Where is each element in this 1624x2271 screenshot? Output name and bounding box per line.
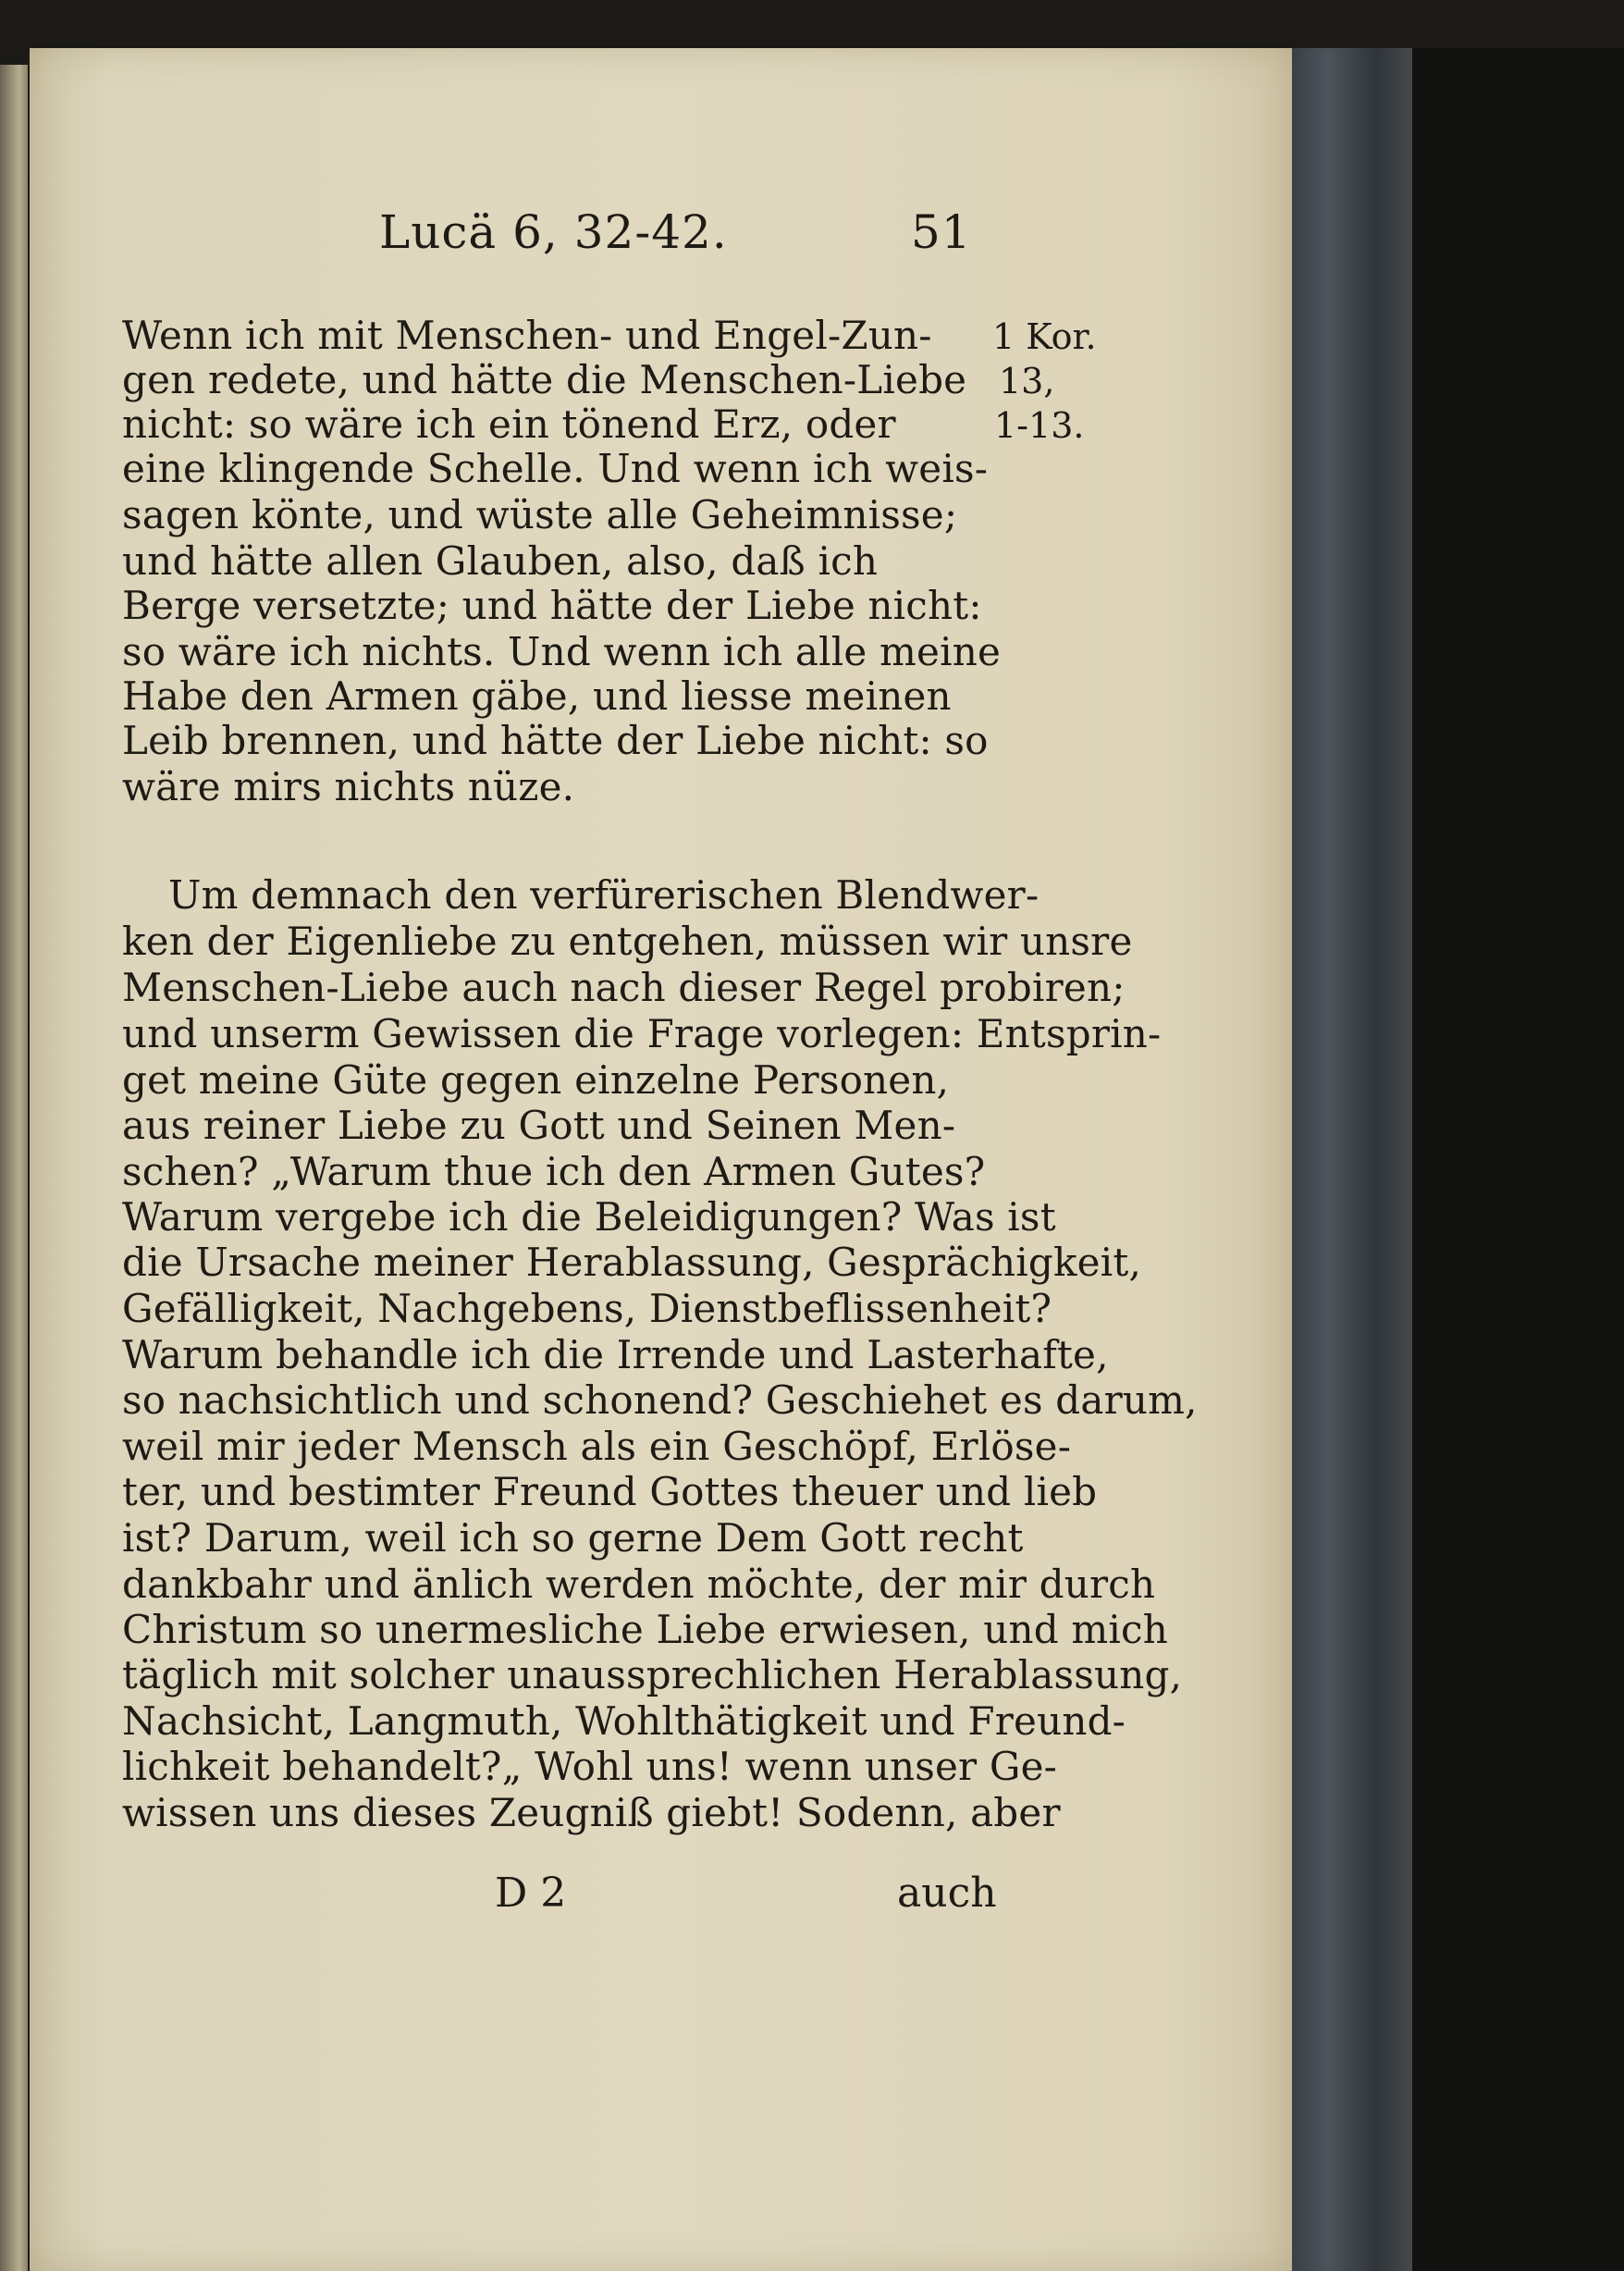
text-line: Habe den Armen gäbe, und liesse meinen — [122, 673, 952, 719]
text-line: Warum vergebe ich die Beleidigungen? Was ist — [122, 1194, 1056, 1240]
text-line: ter, und bestimter Freund Gottes theuer und lieb — [122, 1469, 1098, 1514]
text-line: nicht: so wäre ich ein tönend Erz, oder — [122, 401, 896, 447]
text-line: get meine Güte gegen einzelne Personen, — [122, 1057, 950, 1103]
text-line: aus reiner Liebe zu Gott und Seinen Men- — [122, 1103, 956, 1148]
text-line: wissen uns dieses Zeugniß giebt! Sodenn, aber — [122, 1790, 1061, 1835]
text-line: gen redete, und hätte die Menschen-Liebe — [122, 357, 967, 402]
facing-page-edge — [0, 65, 28, 2271]
text-line: und hätte allen Glauben, also, daß ich — [122, 538, 879, 584]
text-line: Warum behandle ich die Irrende und Lasterhafte, — [122, 1332, 1109, 1377]
text-line: Berge versetzte; und hätte der Liebe nicht: — [122, 583, 982, 628]
book-cover — [1292, 48, 1412, 2271]
catchword: auch — [897, 1870, 997, 1917]
text-line: dankbahr und änlich werden möchte, der mir durch — [122, 1561, 1156, 1607]
text-line: wäre mirs nichts nüze. — [122, 764, 575, 809]
text-line: ken der Eigenliebe zu entgehen, müssen wir unsre — [122, 919, 1133, 964]
text-line: ist? Darum, weil ich so gerne Dem Gott recht — [122, 1515, 1024, 1561]
text-line: täglich mit solcher unaussprechlichen Herablassung, — [122, 1652, 1183, 1697]
text-line: Um demnach den verfürerischen Blendwer- — [168, 872, 1040, 918]
text-line: und unserm Gewissen die Frage vorlegen: Entsprin- — [122, 1011, 1162, 1056]
background-edge — [1412, 48, 1624, 2271]
text-line: sagen könte, und wüste alle Geheimnisse; — [122, 492, 958, 537]
text-line: Nachsicht, Langmuth, Wohlthätigkeit und Freund- — [122, 1698, 1126, 1744]
text-line: Leib brennen, und hätte der Liebe nicht: so — [122, 718, 989, 763]
margin-note: 13, — [999, 361, 1055, 401]
text-line: eine klingende Schelle. Und wenn ich weis- — [122, 446, 989, 491]
signature-mark: D 2 — [495, 1870, 567, 1917]
text-line: so wäre ich nichts. Und wenn ich alle meine — [122, 629, 1002, 674]
margin-note: 1 Kor. — [992, 316, 1097, 357]
text-line: schen? „Warum thue ich den Armen Gutes? — [122, 1149, 986, 1194]
margin-note: 1-13. — [994, 405, 1085, 446]
page-number: 51 — [911, 205, 972, 259]
text-line: weil mir jeder Mensch als ein Geschöpf, Erlöse- — [122, 1424, 1072, 1469]
running-title: Lucä 6, 32-42. — [379, 205, 728, 259]
text-line: Christum so unermesliche Liebe erwiesen, und mich — [122, 1607, 1169, 1652]
text-line: so nachsichtlich und schonend? Geschiehet es darum, — [122, 1377, 1198, 1423]
text-line: lichkeit behandelt?„ Wohl uns! wenn unser Ge- — [122, 1744, 1058, 1789]
text-line: Gefälligkeit, Nachgebens, Dienstbeflissenheit? — [122, 1286, 1052, 1331]
text-line: Wenn ich mit Menschen- und Engel-Zun- — [122, 313, 932, 358]
text-line: Menschen-Liebe auch nach dieser Regel probiren; — [122, 965, 1126, 1010]
text-line: die Ursache meiner Herablassung, Gesprächigkeit, — [122, 1240, 1141, 1285]
